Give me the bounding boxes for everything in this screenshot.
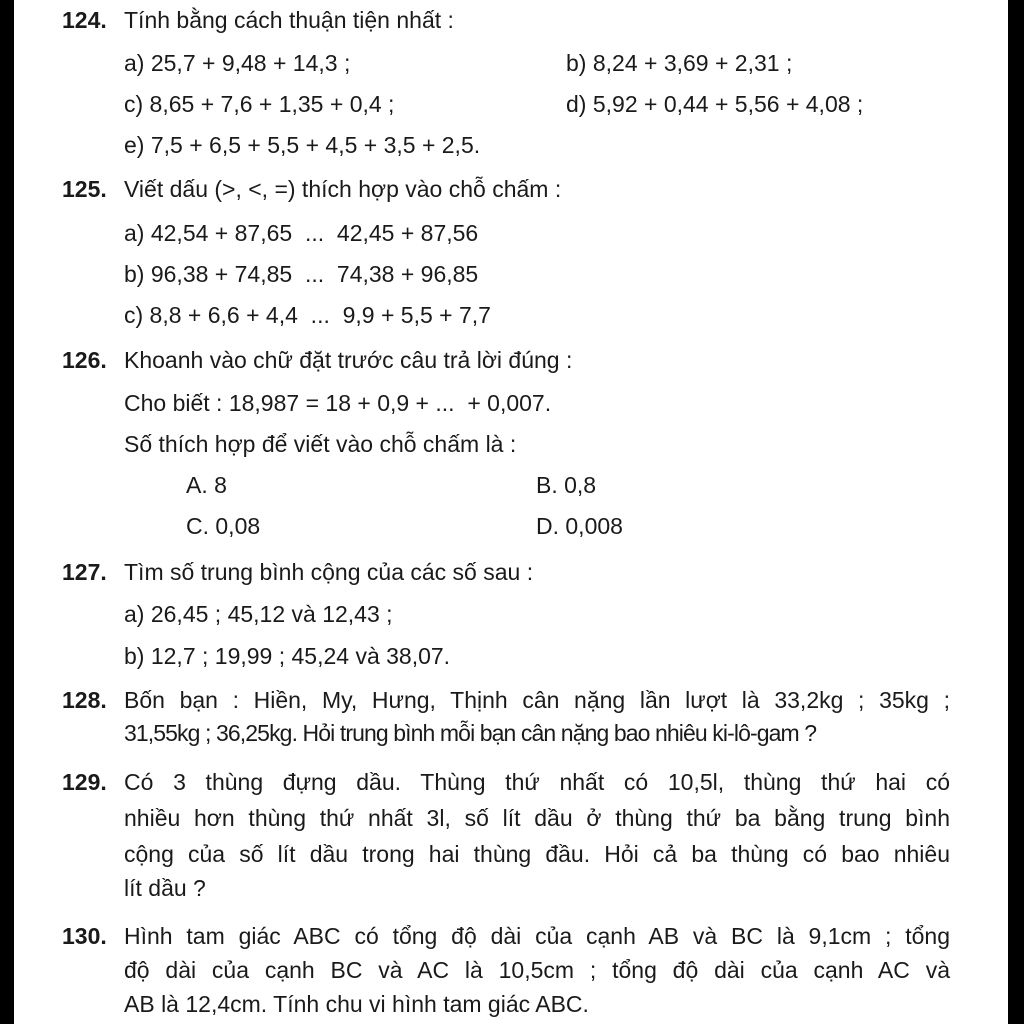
- problem-line-2: 31,55kg ; 36,25kg. Hỏi trung bình mỗi bạn cân nặng bao nhiêu ki-lô-gam ?: [124, 720, 817, 746]
- item-a: a) 42,54 + 87,65 ... 42,45 + 87,56: [124, 220, 479, 246]
- problem-line-1: Bốn bạn : Hiền, My, Hưng, Thịnh cân nặng lần lượt là 33,2kg ; 35kg ;: [124, 687, 950, 713]
- question-text: Số thích hợp để viết vào chỗ chấm là :: [124, 431, 517, 457]
- textbook-page: [14, 0, 1008, 1024]
- problem-title: Tính bằng cách thuận tiện nhất :: [124, 7, 454, 33]
- problem-line-1: Có 3 thùng đựng dầu. Thùng thứ nhất có 10,5l, thùng thứ hai có: [124, 769, 950, 795]
- problem-number: 124.: [62, 7, 107, 33]
- item-a: a) 26,45 ; 45,12 và 12,43 ;: [124, 601, 393, 627]
- problem-line-3: cộng của số lít dầu trong hai thùng đầu. Hỏi cả ba thùng có bao nhiêu: [124, 841, 950, 867]
- item-a: a) 25,7 + 9,48 + 14,3 ;: [124, 50, 351, 76]
- item-b: b) 8,24 + 3,69 + 2,31 ;: [566, 50, 793, 76]
- item-d: d) 5,92 + 0,44 + 5,56 + 4,08 ;: [566, 91, 864, 117]
- item-b: b) 96,38 + 74,85 ... 74,38 + 96,85: [124, 261, 479, 287]
- option-d: D. 0,008: [536, 513, 623, 539]
- problem-line-2: nhiều hơn thùng thứ nhất 3l, số lít dầu ở thùng thứ ba bằng trung bình: [124, 805, 950, 831]
- problem-number: 127.: [62, 559, 107, 585]
- problem-number: 129.: [62, 769, 107, 795]
- problem-number: 128.: [62, 687, 107, 713]
- problem-number: 130.: [62, 923, 107, 949]
- option-b: B. 0,8: [536, 472, 597, 498]
- problem-line-4: lít dầu ?: [124, 875, 206, 901]
- item-b: b) 12,7 ; 19,99 ; 45,24 và 38,07.: [124, 643, 451, 669]
- problem-title: Tìm số trung bình cộng của các số sau :: [124, 559, 534, 585]
- problem-title: Khoanh vào chữ đặt trước câu trả lời đúng :: [124, 347, 573, 373]
- problem-number: 126.: [62, 347, 107, 373]
- item-e: e) 7,5 + 6,5 + 5,5 + 4,5 + 3,5 + 2,5.: [124, 132, 481, 158]
- item-c: c) 8,65 + 7,6 + 1,35 + 0,4 ;: [124, 91, 395, 117]
- option-a: A. 8: [186, 472, 227, 498]
- item-c: c) 8,8 + 6,6 + 4,4 ... 9,9 + 5,5 + 7,7: [124, 302, 491, 328]
- problem-line-2: độ dài của cạnh BC và AC là 10,5cm ; tổng độ dài của cạnh AC và: [124, 957, 950, 983]
- problem-line-3: AB là 12,4cm. Tính chu vi hình tam giác ABC.: [124, 991, 589, 1017]
- option-c: C. 0,08: [186, 513, 261, 539]
- problem-title: Viết dấu (>, <, =) thích hợp vào chỗ chấm :: [124, 176, 562, 202]
- given-text: Cho biết : 18,987 = 18 + 0,9 + ... + 0,007.: [124, 390, 552, 416]
- problem-line-1: Hình tam giác ABC có tổng độ dài của cạnh AB và BC là 9,1cm ; tổng: [124, 923, 950, 949]
- problem-number: 125.: [62, 176, 107, 202]
